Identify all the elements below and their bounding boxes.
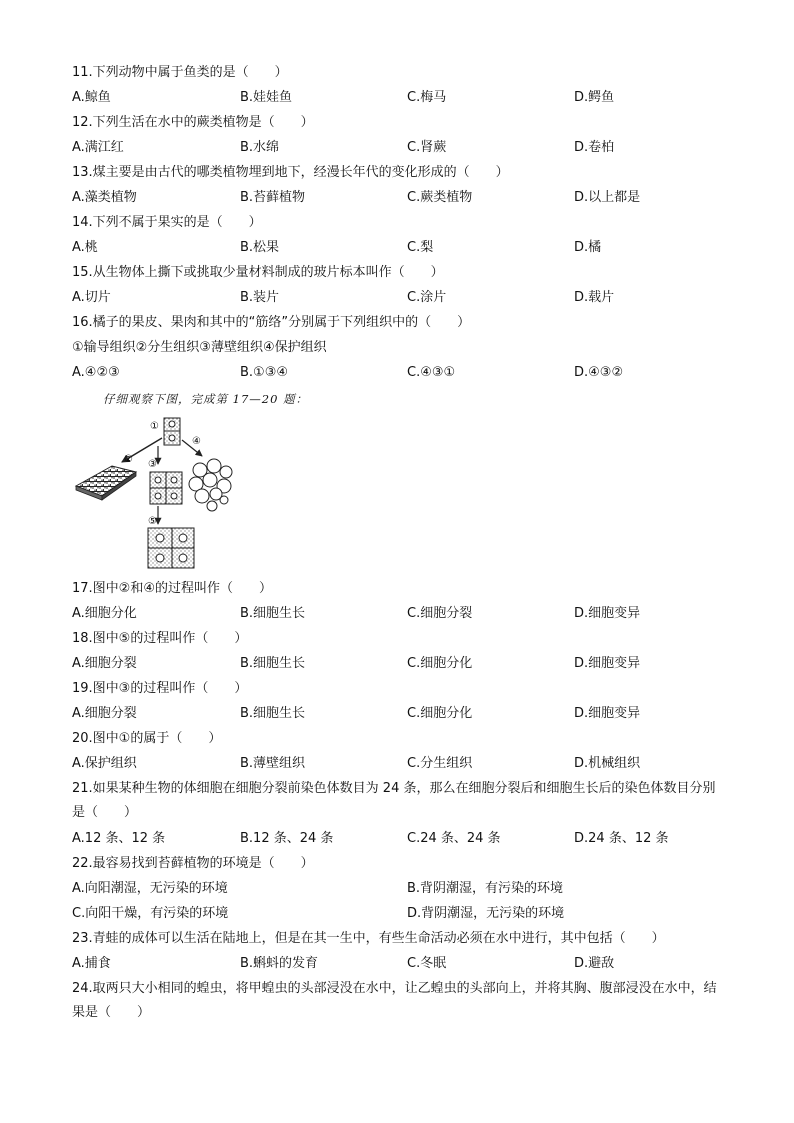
question-22-stem: 22.最容易找到苔藓植物的环境是（ ） <box>72 856 314 871</box>
option-d[interactable]: D.避敌 <box>574 956 615 971</box>
label-1: ① <box>150 421 159 432</box>
option-a[interactable]: A.藻类植物 <box>72 190 137 205</box>
option-d[interactable]: D.24 条、12 条 <box>574 831 669 846</box>
option-c[interactable]: C.涂片 <box>407 290 447 305</box>
option-d[interactable]: D.鳄鱼 <box>574 90 615 105</box>
option-b[interactable]: B.苔藓植物 <box>240 190 306 205</box>
question-13-options <box>72 189 722 207</box>
question-16-extra: ①输导组织②分生组织③薄壁组织④保护组织 <box>72 340 327 355</box>
option-b[interactable]: B.蝌蚪的发育 <box>240 956 319 971</box>
option-b[interactable]: B.装片 <box>240 290 280 305</box>
question-17-options <box>72 605 722 623</box>
question-15-options <box>72 289 722 307</box>
question-19-stem: 19.图中③的过程叫作（ ） <box>72 681 248 696</box>
cell-group-middle <box>150 472 182 504</box>
option-c[interactable]: C.蕨类植物 <box>407 190 473 205</box>
option-a[interactable]: A.细胞分裂 <box>72 656 137 671</box>
question-19-options <box>72 705 722 723</box>
option-c[interactable]: C.冬眠 <box>407 956 447 971</box>
option-a[interactable]: A.满江红 <box>72 140 124 155</box>
option-b[interactable]: B.背阴潮湿，有污染的环境 <box>407 881 564 896</box>
question-22-options-row2 <box>72 905 722 923</box>
question-11-options <box>72 89 722 107</box>
cell-group-bottom <box>148 528 194 568</box>
question-13-stem: 13.煤主要是由古代的哪类植物埋到地下，经漫长年代的变化形成的（ ） <box>72 165 509 180</box>
option-c[interactable]: C.细胞分化 <box>407 706 473 721</box>
option-a[interactable]: A.鲸鱼 <box>72 90 111 105</box>
option-b[interactable]: B.细胞生长 <box>240 656 306 671</box>
question-16-options <box>72 364 722 382</box>
option-d[interactable]: D.机械组织 <box>574 756 641 771</box>
option-c[interactable]: C.梅马 <box>407 90 447 105</box>
option-b[interactable]: B.娃娃鱼 <box>240 90 293 105</box>
question-24-stem: 24.取两只大小相同的蝗虫，将甲蝗虫的头部浸没在水中，让乙蝗虫的头部向上，并将其胸、腹部浸没在水中，结果是（ ） <box>72 981 717 1020</box>
round-cell-cluster <box>189 459 232 511</box>
option-b[interactable]: B.细胞生长 <box>240 606 306 621</box>
flat-tissue <box>76 466 136 500</box>
option-a[interactable]: A.捕食 <box>72 956 111 971</box>
label-3: ③ <box>148 459 157 470</box>
cell-group-top <box>164 418 180 445</box>
option-b[interactable]: B.松果 <box>240 240 280 255</box>
option-d[interactable]: D.以上都是 <box>574 190 641 205</box>
option-d[interactable]: D.④③② <box>574 365 624 380</box>
option-a[interactable]: A.细胞分化 <box>72 606 137 621</box>
option-d[interactable]: D.细胞变异 <box>574 706 641 721</box>
option-a[interactable]: A.④②③ <box>72 365 120 380</box>
option-a[interactable]: A.桃 <box>72 240 98 255</box>
question-14-options <box>72 239 722 257</box>
option-b[interactable]: B.12 条、24 条 <box>240 831 334 846</box>
option-c[interactable]: C.梨 <box>407 240 434 255</box>
option-c[interactable]: C.细胞分化 <box>407 656 473 671</box>
question-21-options <box>72 830 722 848</box>
option-b[interactable]: B.薄壁组织 <box>240 756 306 771</box>
option-a[interactable]: A.向阳潮湿，无污染的环境 <box>72 881 228 896</box>
option-c[interactable]: C.④③① <box>407 365 456 380</box>
question-15-stem: 15.从生物体上撕下或挑取少量材料制成的玻片标本叫作（ ） <box>72 265 444 280</box>
question-12-options <box>72 139 722 157</box>
option-a[interactable]: A.12 条、12 条 <box>72 831 166 846</box>
option-b[interactable]: B.水绵 <box>240 140 280 155</box>
option-a[interactable]: A.切片 <box>72 290 111 305</box>
question-20-stem: 20.图中①的属于（ ） <box>72 731 222 746</box>
question-16-stem: 16.橘子的果皮、果肉和其中的“筋络”分别属于下列组织中的（ ） <box>72 315 471 330</box>
option-c[interactable]: C.细胞分裂 <box>407 606 473 621</box>
question-18-options <box>72 655 722 673</box>
option-d[interactable]: D.细胞变异 <box>574 656 641 671</box>
label-2: ② <box>124 454 133 465</box>
question-14-stem: 14.下列不属于果实的是（ ） <box>72 215 262 230</box>
question-20-options <box>72 755 722 773</box>
option-d[interactable]: D.载片 <box>574 290 615 305</box>
option-d[interactable]: D.细胞变异 <box>574 606 641 621</box>
question-23-stem: 23.青蛙的成体可以生活在陆地上，但是在其一生中，有些生命活动必须在水中进行，其中包括（ ） <box>72 931 665 946</box>
question-21-stem: 21.如果某种生物的体细胞在细胞分裂前染色体数目为 24 条，那么在细胞分裂后和细胞生长后的染色体数目分别是（ ） <box>72 781 716 820</box>
figure-caption: 仔细观察下图，完成第 17—20 题： <box>103 392 309 406</box>
option-a[interactable]: A.细胞分裂 <box>72 706 137 721</box>
option-c[interactable]: C.24 条、24 条 <box>407 831 501 846</box>
cell-process-diagram <box>72 414 240 572</box>
question-17-stem: 17.图中②和④的过程叫作（ ） <box>72 581 272 596</box>
option-b[interactable]: B.①③④ <box>240 365 289 380</box>
question-12-stem: 12.下列生活在水中的蕨类植物是（ ） <box>72 115 314 130</box>
question-11-stem: 11.下列动物中属于鱼类的是（ ） <box>72 65 288 80</box>
option-b[interactable]: B.细胞生长 <box>240 706 306 721</box>
option-c[interactable]: C.肾蕨 <box>407 140 447 155</box>
option-c[interactable]: C.向阳干燥，有污染的环境 <box>72 906 229 921</box>
option-d[interactable]: D.橘 <box>574 240 602 255</box>
option-d[interactable]: D.背阴潮湿，无污染的环境 <box>407 906 565 921</box>
question-23-options <box>72 955 722 973</box>
label-5: ⑤ <box>148 516 157 527</box>
question-22-options-row1 <box>72 880 722 898</box>
question-18-stem: 18.图中⑤的过程叫作（ ） <box>72 631 248 646</box>
option-a[interactable]: A.保护组织 <box>72 756 137 771</box>
option-d[interactable]: D.卷柏 <box>574 140 615 155</box>
option-c[interactable]: C.分生组织 <box>407 756 473 771</box>
label-4: ④ <box>192 436 201 447</box>
